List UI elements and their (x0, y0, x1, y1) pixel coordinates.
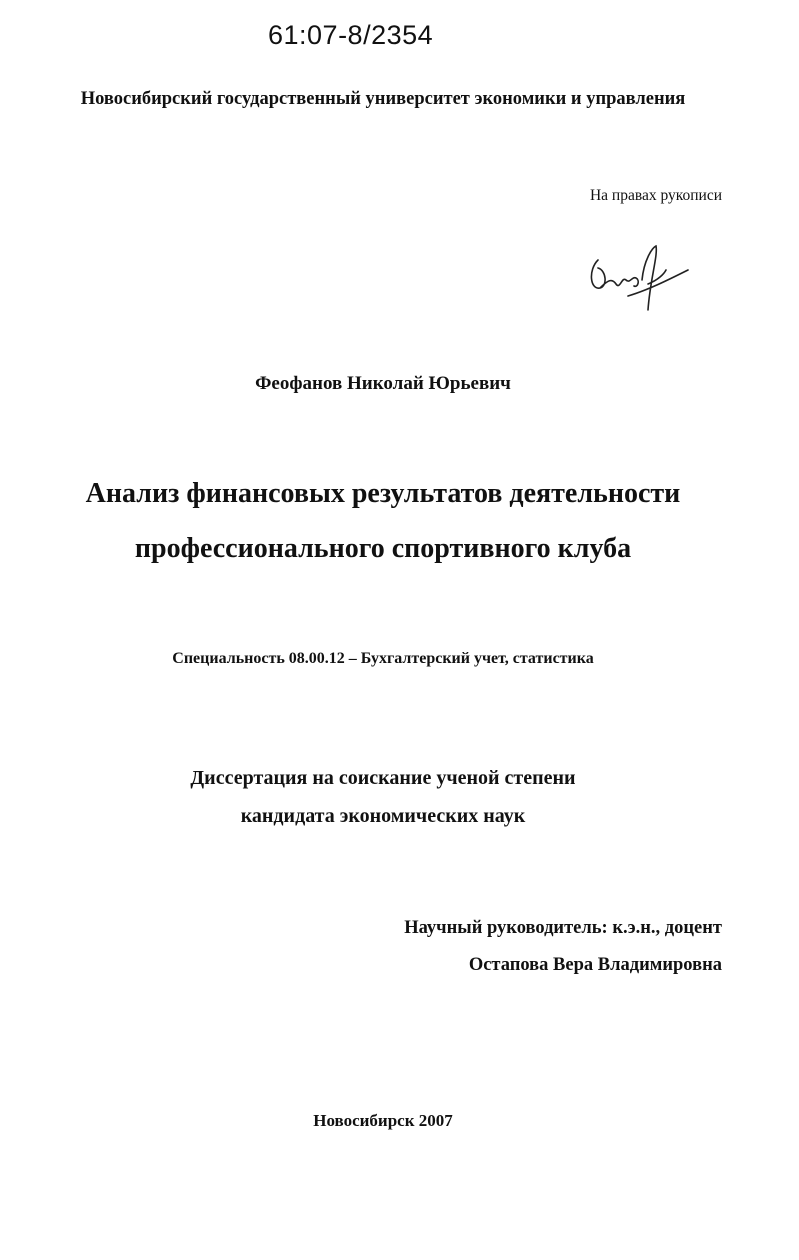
registry-code: 61:07-8/2354 (268, 20, 434, 50)
dissertation-line-1: Диссертация на соискание ученой степени (190, 767, 576, 789)
advisor-name: Остапова Вера Владимировна (468, 955, 722, 975)
city-year: Новосибирск 2007 (313, 1111, 453, 1130)
handwritten-signature (578, 240, 693, 315)
specialty: Специальность 08.00.12 – Бухгалтерский учет, статистика (172, 650, 594, 667)
author-name: Феофанов Николай Юрьевич (255, 373, 511, 394)
manuscript-note: На правах рукописи (589, 187, 722, 204)
thesis-title-line-1: Анализ финансовых результатов деятельности (85, 478, 681, 509)
university-name: Новосибирский государственный университет экономики и управления (80, 89, 686, 109)
thesis-title-line-2: профессионального спортивного клуба (134, 533, 632, 564)
advisor-label: Научный руководитель: к.э.н., доцент (404, 918, 722, 938)
dissertation-line-2: кандидата экономических наук (240, 805, 526, 827)
